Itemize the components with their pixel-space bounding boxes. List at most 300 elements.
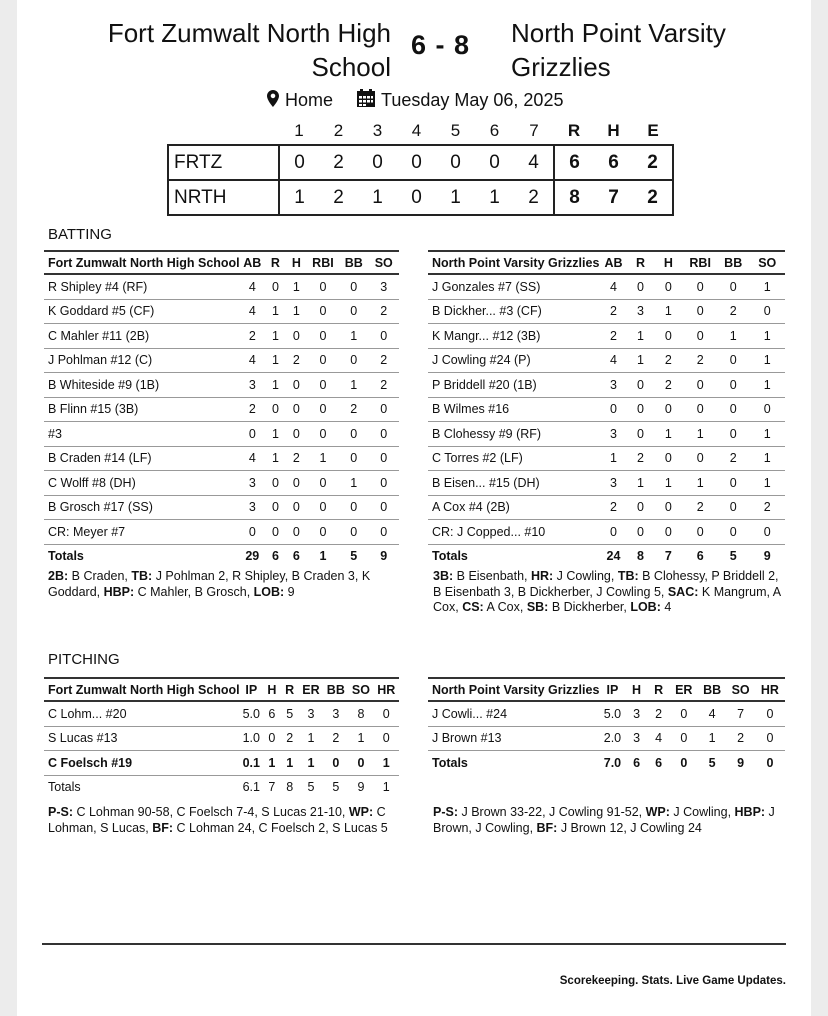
stat-value: 2 xyxy=(292,451,300,466)
inning-header: 7 xyxy=(529,121,539,140)
stat-column-header: BB xyxy=(717,251,750,274)
totals-row xyxy=(44,544,399,568)
note-label: WP: xyxy=(348,805,374,819)
stat-value: 1 xyxy=(292,279,300,294)
player-name: B Flinn #15 (3B) xyxy=(48,402,139,417)
stat-value: 0 xyxy=(729,279,737,294)
stat-value: 0 xyxy=(271,524,279,539)
stat-column-header: R xyxy=(281,678,299,701)
linescore-row-away xyxy=(168,180,673,215)
team-column-header: North Point Varsity Grizzlies xyxy=(428,678,599,701)
stat-value: 0 xyxy=(610,524,617,539)
linescore-table xyxy=(167,118,674,216)
note-label: HBP: xyxy=(734,805,766,819)
stat-value: 2 xyxy=(737,731,745,746)
table-row xyxy=(44,701,399,726)
stat-value: 2 xyxy=(350,402,358,417)
batting-notes-home xyxy=(48,569,398,600)
stat-value: 1 xyxy=(729,328,737,343)
note-label: HR: xyxy=(530,569,554,583)
stat-column-header: HR xyxy=(755,678,785,701)
total-value: 7 xyxy=(268,780,276,795)
stat-value: 0 xyxy=(380,451,388,466)
stat-column-header: IP xyxy=(240,678,263,701)
pitching-notes-away xyxy=(433,805,793,836)
runs-total: 8 xyxy=(554,180,594,215)
stat-value: 2 xyxy=(664,353,672,368)
stat-column-header: BB xyxy=(323,678,348,701)
stat-value: 2 xyxy=(729,304,737,319)
note-label: LOB: xyxy=(630,600,661,614)
linescore-header xyxy=(168,118,673,145)
stat-value: 2 xyxy=(610,500,617,515)
note-text: 4 xyxy=(660,600,672,614)
stat-column-header: R xyxy=(265,251,286,274)
stat-value: 3 xyxy=(610,377,617,392)
inning-score: 0 xyxy=(411,186,422,208)
stat-value: 0 xyxy=(636,426,644,441)
stat-value: 0 xyxy=(382,731,390,746)
stat-column-header: SO xyxy=(726,678,755,701)
stat-value: 1 xyxy=(271,353,279,368)
inning-header: 5 xyxy=(450,121,461,140)
table-row xyxy=(428,471,785,496)
stat-value: 7 xyxy=(737,706,745,721)
stat-value: 0 xyxy=(271,402,279,417)
stat-value: 0 xyxy=(319,353,327,368)
stat-value: 1 xyxy=(610,451,617,466)
stat-value: 1 xyxy=(307,731,315,746)
batting-table-home xyxy=(44,250,399,568)
player-name: B Dickher... #3 (CF) xyxy=(432,304,542,319)
total-value: 8 xyxy=(636,549,644,564)
stat-value: 0 xyxy=(729,377,737,392)
pitching-section-title: PITCHING xyxy=(48,651,120,668)
stat-value: 0 xyxy=(763,524,771,539)
stat-value: 0 xyxy=(729,402,737,417)
inning-score: 1 xyxy=(450,186,461,208)
stat-column-header: H xyxy=(625,678,647,701)
errors-total: 2 xyxy=(633,145,673,180)
stat-value: 0 xyxy=(319,279,327,294)
stat-value: 1 xyxy=(357,731,365,746)
total-value: 9 xyxy=(763,549,771,564)
stat-value: 0 xyxy=(729,353,737,368)
linescore-team: NRTH xyxy=(168,180,279,215)
table-row xyxy=(428,701,785,726)
stat-value: 0 xyxy=(319,500,327,515)
stat-column-header: H xyxy=(286,251,307,274)
note-text: B Dickherber, xyxy=(548,600,631,614)
stat-value: 0 xyxy=(382,706,390,721)
calendar-icon xyxy=(357,89,375,112)
stat-value: 1 xyxy=(271,426,279,441)
total-value: 6 xyxy=(271,549,279,564)
stat-value: 0 xyxy=(380,500,388,515)
stat-value: 0 xyxy=(729,500,737,515)
stat-value: 6 xyxy=(268,706,276,721)
footer-tagline: Scorekeeping. Stats. Live Game Updates. xyxy=(559,975,786,987)
total-value: 29 xyxy=(245,549,260,564)
team-column-header: Fort Zumwalt North High School xyxy=(44,678,240,701)
stat-value: 0 xyxy=(636,279,644,294)
stat-value: 0 xyxy=(729,426,737,441)
home-team-name: Fort Zumwalt North High School xyxy=(107,18,391,82)
footer-divider xyxy=(42,943,786,945)
player-name: J Brown #13 xyxy=(432,731,502,746)
stat-value: 4 xyxy=(610,279,617,294)
stat-value: 0 xyxy=(350,426,358,441)
pitching-table-away xyxy=(428,677,785,775)
table-row xyxy=(44,397,399,422)
total-value: 5 xyxy=(729,549,737,564)
table-row xyxy=(428,274,785,299)
total-value: 9 xyxy=(380,549,388,564)
final-score: 6 - 8 xyxy=(411,30,471,60)
stat-value: 1 xyxy=(382,755,390,770)
stat-value: 0 xyxy=(664,402,672,417)
stat-value: 0 xyxy=(350,279,358,294)
stat-column-header: BB xyxy=(698,678,727,701)
note-text: J Brown, J Cowling, xyxy=(433,805,775,835)
hits-header: H xyxy=(607,121,620,140)
inning-score: 2 xyxy=(333,151,344,173)
inning-score: 4 xyxy=(528,151,539,173)
player-name: P Briddell #20 (1B) xyxy=(432,377,537,392)
stat-value: 3 xyxy=(610,426,617,441)
stat-value: 2 xyxy=(380,353,388,368)
note-label: LOB: xyxy=(253,584,285,599)
total-value: 24 xyxy=(606,549,621,564)
team-column-header: North Point Varsity Grizzlies xyxy=(428,251,599,274)
stat-value: 1 xyxy=(271,451,279,466)
stat-value: 2 xyxy=(610,328,617,343)
table-row xyxy=(428,299,785,324)
stat-column-header: R xyxy=(628,251,654,274)
stat-value: 0 xyxy=(380,402,388,417)
stat-value: 5.0 xyxy=(242,706,260,721)
stat-value: 0 xyxy=(248,524,256,539)
player-name: B Eisen... #15 (DH) xyxy=(432,475,540,490)
stat-value: 2 xyxy=(380,377,388,392)
note-text: C Mahler, B Grosch, xyxy=(134,584,254,599)
map-pin-icon xyxy=(267,90,279,112)
table-row xyxy=(428,397,785,422)
stat-value: 0 xyxy=(268,731,276,746)
stat-value: 0 xyxy=(350,524,358,539)
total-value: 9 xyxy=(357,780,365,795)
stat-value: 1 xyxy=(696,475,704,490)
total-value: 6 xyxy=(655,755,663,770)
stat-value: 0 xyxy=(680,731,688,746)
stat-value: 3 xyxy=(307,706,315,721)
stat-value: 1 xyxy=(307,755,315,770)
stat-value: 0 xyxy=(636,500,644,515)
note-label: P-S: xyxy=(48,805,73,819)
stat-value: 3 xyxy=(248,475,256,490)
table-header xyxy=(44,678,399,701)
player-name: C Mahler #11 (2B) xyxy=(48,328,150,343)
note-text: J Cowling, xyxy=(553,569,618,583)
stat-value: 0 xyxy=(350,451,358,466)
note-text: C Lohman 90-58, C Foelsch 7-4, S Lucas 21-10, xyxy=(73,805,349,819)
stat-column-header: SO xyxy=(348,678,373,701)
team-column-header: Fort Zumwalt North High School xyxy=(44,251,240,274)
game-date: Tuesday May 06, 2025 xyxy=(381,90,564,110)
stat-value: 0 xyxy=(292,500,300,515)
stat-value: 0 xyxy=(696,328,704,343)
note-text: B Craden, xyxy=(68,569,132,583)
stat-value: 0 xyxy=(380,475,388,490)
stat-value: 0 xyxy=(380,328,388,343)
stat-value: 0 xyxy=(664,500,672,515)
stat-value: 0 xyxy=(610,402,617,417)
note-text: C Lohman 24, C Foelsch 2, S Lucas 5 xyxy=(173,820,388,835)
stat-value: 1 xyxy=(763,426,771,441)
note-label: 2B: xyxy=(48,569,69,583)
stat-value: 0 xyxy=(664,524,672,539)
stat-value: 1 xyxy=(763,451,771,466)
total-value: 7 xyxy=(664,549,672,564)
player-name: B Clohessy #9 (RF) xyxy=(432,426,542,441)
stat-value: 2.0 xyxy=(603,731,622,746)
stat-value: 2 xyxy=(729,451,737,466)
player-name: J Pohlman #12 (C) xyxy=(48,353,153,368)
stat-value: 2 xyxy=(664,377,672,392)
stat-value: 0 xyxy=(332,755,340,770)
stat-value: 2 xyxy=(763,500,771,515)
note-text: K Mangrum, A Cox, xyxy=(433,584,781,614)
stat-value: 0 xyxy=(763,304,771,319)
note-text: B Clohessy, P Briddell 2, B Eisenbath 3, B Dickherber, J Cowling 5, xyxy=(433,569,779,599)
note-label: CS: xyxy=(462,600,484,614)
player-name: C Torres #2 (LF) xyxy=(432,451,523,466)
stat-value: 0 xyxy=(680,706,688,721)
stat-value: 0 xyxy=(350,500,358,515)
stat-value: 1 xyxy=(696,426,704,441)
inning-header: 2 xyxy=(333,121,344,140)
inning-score: 0 xyxy=(372,151,383,173)
stat-value: 2 xyxy=(636,451,644,466)
inning-score: 0 xyxy=(411,151,422,173)
table-row xyxy=(44,348,399,373)
player-name: C Foelsch #19 xyxy=(48,755,133,770)
inning-score: 1 xyxy=(489,186,500,208)
player-name: K Goddard #5 (CF) xyxy=(48,304,155,319)
stat-value: 0 xyxy=(729,524,737,539)
stat-value: 0 xyxy=(319,426,327,441)
stat-value: 5 xyxy=(286,706,294,721)
player-name: B Grosch #17 (SS) xyxy=(48,500,153,515)
stat-value: 0 xyxy=(664,279,672,294)
stat-value: 0 xyxy=(319,377,327,392)
inning-header: 4 xyxy=(411,121,422,140)
batting-table-away xyxy=(428,250,785,568)
total-value: 9 xyxy=(737,755,745,770)
table-row xyxy=(44,751,399,776)
note-text: J Cowling, xyxy=(669,805,735,819)
inning-header: 1 xyxy=(294,121,304,140)
note-text: J Brown 12, J Cowling 24 xyxy=(557,820,702,835)
stat-value: 1 xyxy=(763,279,771,294)
table-row xyxy=(44,274,399,299)
totals-row xyxy=(428,544,785,568)
batting-section-title: BATTING xyxy=(48,226,112,243)
errors-total: 2 xyxy=(633,180,673,215)
stat-column-header: SO xyxy=(749,251,785,274)
player-name: B Wilmes #16 xyxy=(432,402,510,417)
stat-value: 1 xyxy=(664,304,672,319)
stat-value: 1.0 xyxy=(242,731,260,746)
table-row xyxy=(428,726,785,751)
stat-column-header: R xyxy=(648,678,670,701)
stat-value: 0 xyxy=(696,377,704,392)
stat-value: 4 xyxy=(248,279,256,294)
errors-header: E xyxy=(647,121,659,140)
player-name: J Cowli... #24 xyxy=(432,706,508,721)
total-value: 5 xyxy=(332,780,340,795)
player-name: J Gonzales #7 (SS) xyxy=(432,279,541,294)
stat-value: 0.1 xyxy=(242,755,260,770)
stat-value: 0 xyxy=(729,475,737,490)
note-label: SAC: xyxy=(667,584,699,599)
inning-score: 1 xyxy=(279,180,319,215)
total-value: 6 xyxy=(633,755,641,770)
stat-value: 0 xyxy=(292,328,300,343)
table-row xyxy=(428,422,785,447)
player-name: CR: J Copped... #10 xyxy=(432,524,546,539)
stat-column-header: H xyxy=(653,251,683,274)
stat-value: 0 xyxy=(380,426,388,441)
player-name: C Wolff #8 (DH) xyxy=(48,475,136,490)
stat-value: 0 xyxy=(271,279,279,294)
stat-column-header: RBI xyxy=(307,251,339,274)
stat-value: 8 xyxy=(357,706,365,721)
stat-value: 2 xyxy=(248,328,256,343)
player-name: K Mangr... #12 (3B) xyxy=(432,328,541,343)
linescore-team: FRTZ xyxy=(168,145,279,180)
box-score-page xyxy=(17,0,811,1016)
player-name: S Lucas #13 xyxy=(48,731,118,746)
total-value: 6 xyxy=(292,549,300,564)
stat-value: 1 xyxy=(763,377,771,392)
stat-column-header: H xyxy=(263,678,281,701)
totals-row xyxy=(428,751,785,775)
stat-value: 3 xyxy=(633,731,641,746)
stat-value: 2 xyxy=(610,304,617,319)
note-label: P-S: xyxy=(433,805,458,819)
inning-score: 0 xyxy=(279,145,319,180)
stat-value: 1 xyxy=(350,475,358,490)
runs-total: 6 xyxy=(554,145,594,180)
stat-value: 0 xyxy=(380,524,388,539)
pitching-notes-home xyxy=(48,805,398,836)
stat-value: 3 xyxy=(610,475,617,490)
stat-value: 0 xyxy=(664,328,672,343)
total-value: 7.0 xyxy=(603,755,622,770)
table-row xyxy=(44,726,399,751)
stat-value: 1 xyxy=(664,426,672,441)
stat-value: 3 xyxy=(636,304,644,319)
table-row xyxy=(44,422,399,447)
table-row xyxy=(44,495,399,520)
stat-value: 1 xyxy=(636,475,644,490)
stat-value: 4 xyxy=(248,451,256,466)
table-row xyxy=(428,520,785,545)
table-row xyxy=(428,324,785,349)
stat-value: 0 xyxy=(292,426,300,441)
stat-value: 0 xyxy=(763,402,771,417)
stat-value: 1 xyxy=(708,731,716,746)
total-value: 1 xyxy=(382,780,390,795)
stat-value: 2 xyxy=(655,706,663,721)
note-label: SB: xyxy=(526,600,549,614)
note-label: BF: xyxy=(536,820,558,835)
stat-value: 0 xyxy=(271,500,279,515)
table-header xyxy=(44,251,399,274)
table-row xyxy=(44,324,399,349)
stat-value: 4 xyxy=(708,706,716,721)
stat-value: 0 xyxy=(636,402,644,417)
table-row xyxy=(44,299,399,324)
note-text: J Brown 33-22, J Cowling 91-52, xyxy=(458,805,646,819)
stat-value: 2 xyxy=(292,353,300,368)
stat-value: 0 xyxy=(766,731,774,746)
runs-header: R xyxy=(567,121,581,140)
inning-header: 3 xyxy=(372,121,383,140)
table-row xyxy=(428,446,785,471)
stat-value: 1 xyxy=(292,304,300,319)
player-name: R Shipley #4 (RF) xyxy=(48,279,148,294)
totals-row xyxy=(44,775,399,799)
total-value: 8 xyxy=(286,780,294,795)
stat-value: 0 xyxy=(636,377,644,392)
stat-value: 4 xyxy=(610,353,617,368)
stat-value: 4 xyxy=(248,304,256,319)
player-name: J Cowling #24 (P) xyxy=(432,353,531,368)
stat-value: 2 xyxy=(696,353,704,368)
totals-label: Totals xyxy=(432,755,468,770)
stat-value: 0 xyxy=(319,328,327,343)
stat-value: 0 xyxy=(271,475,279,490)
note-label: HBP: xyxy=(103,584,135,599)
stat-value: 3 xyxy=(633,706,641,721)
note-label: TB: xyxy=(131,569,153,583)
note-text: C Lohman, S Lucas, xyxy=(48,805,386,835)
totals-label: Totals xyxy=(48,549,84,564)
stat-value: 0 xyxy=(696,524,704,539)
inning-score: 0 xyxy=(489,151,500,173)
total-value: 5 xyxy=(350,549,358,564)
note-text: J Pohlman 2, R Shipley, B Craden 3, K Goddard, xyxy=(48,569,371,599)
stat-value: 1 xyxy=(271,377,279,392)
stat-value: 1 xyxy=(268,755,276,770)
stat-column-header: HR xyxy=(374,678,400,701)
stat-column-header: AB xyxy=(599,251,627,274)
total-value: 5 xyxy=(307,780,315,795)
hits-total: 7 xyxy=(608,186,619,208)
note-text: B Eisenbath, xyxy=(453,569,531,583)
pitching-table-home xyxy=(44,677,399,799)
table-row xyxy=(428,348,785,373)
table-header xyxy=(428,251,785,274)
inning-score: 0 xyxy=(450,151,461,173)
note-label: 3B: xyxy=(433,569,454,583)
game-meta xyxy=(267,89,563,112)
stat-value: 1 xyxy=(319,451,327,466)
stat-column-header: AB xyxy=(240,251,265,274)
stat-value: 0 xyxy=(292,402,300,417)
